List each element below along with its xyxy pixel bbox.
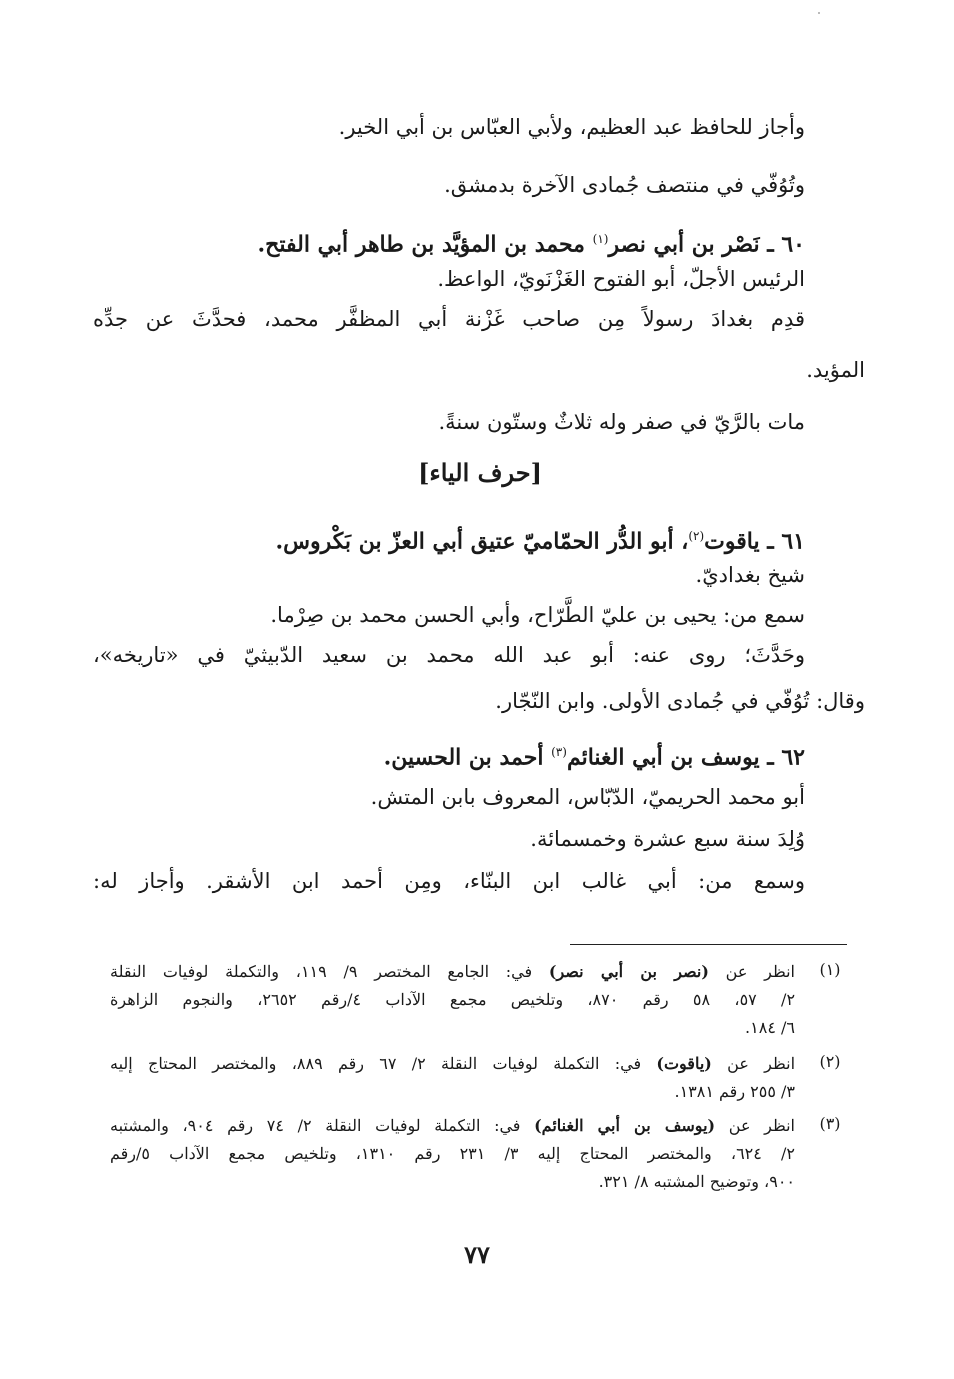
footnote-text: انظر عن (708, 962, 796, 981)
text-line: وسمع من: أبي غالب ابن البنّاء، ومِن أحمد ابن الأشقر. وأجاز له: (93, 869, 805, 893)
footnote-ref: (١) (592, 232, 609, 246)
footnote-subject: (يوسف بن أبي الغنائم) (534, 1116, 716, 1135)
entry-heading-lineage: ، أبو الدُّر الحمّاميّ عتيق أبي العزّ بن بَكْروس. (275, 528, 689, 555)
footnote-text: انظر عن (711, 1054, 796, 1073)
text-line: وقال: تُوُفّي في جُمادى الأولى. وابن النّجّار. (495, 689, 865, 713)
footnote-1 (110, 958, 850, 1048)
scan-mark (818, 12, 820, 14)
footnote-line: ٢/ ٦٢٤، والمختصر المحتاج إليه ٣/ ٢٣١ رقم ١٣١٠، وتلخيص مجمع الآداب ٥/رقم (110, 1144, 795, 1163)
entry-60-heading (257, 224, 805, 259)
footnote-line (110, 1112, 795, 1140)
footnote-divider (570, 944, 847, 945)
page-number: ٧٧ (464, 1240, 490, 1269)
footnote-number: (١) (819, 960, 841, 979)
entry-heading-lineage: أحمد بن الحسين. (383, 744, 544, 771)
text-line: وتُوُفّي في منتصف جُمادى الآخرة بدمشق. (444, 173, 805, 197)
footnote-line: ٣/ ٢٥٥ رقم ١٣٨١. (674, 1082, 795, 1101)
footnote-text: في: التكملة لوفيات النقلة ٢/ ٦٧ رقم ٨٨٩، والمختصر المحتاج إليه (110, 1054, 657, 1073)
footnote-3 (110, 1112, 850, 1202)
text-line: شيخ بغداديّ. (695, 563, 805, 587)
text-line: الرئيس الأجلّ، أبو الفتوح الغَزْنَويّ، الواعظ. (437, 267, 805, 291)
entry-62-heading (384, 737, 805, 772)
footnote-line: ٩٠٠، وتوضيح المشتبه ٨/ ٣٢١. (598, 1172, 795, 1191)
entry-heading-name: ٦٢ ـ يوسف بن أبي الغنائم (566, 744, 805, 771)
entry-heading-name: ٦١ ـ ياقوت (704, 528, 805, 555)
text-line: مات بالرَّيّ في صفر وله ثلاثٌ وستّون سنةً. (438, 410, 805, 434)
footnote-subject: (ياقوت) (656, 1054, 712, 1073)
footnote-number: (٣) (819, 1114, 841, 1133)
footnote-text: في: الجامع المختصر ٩/ ١١٩، والتكملة لوفيات النقلة (110, 962, 549, 981)
footnote-text: في: التكملة لوفيات النقلة ٢/ ٧٤ رقم ٩٠٤، والمشتبه (110, 1116, 535, 1135)
text-line: المؤيد. (806, 358, 865, 382)
text-line: وُلِدَ سنة سبع عشرة وخمسمائة. (530, 827, 805, 851)
text-line: سمع من: يحيى بن عليّ الطَّرّاح، وأبي الحسن محمد بن صِرْما. (270, 603, 805, 627)
footnote-text: انظر عن (715, 1116, 795, 1135)
text-line: وحَدَّثَ؛ روى عنه: أبو عبد الله محمد بن سعيد الدّبيثيّ في «تاريخه»، (93, 643, 805, 667)
text-line: قدِم بغدادَ رسولاً مِن صاحب غَزْنة أبي المظفَّر محمد، فحدَّثَ عن جدِّه (93, 307, 805, 331)
section-heading: [حرف الياء] (418, 458, 542, 487)
footnote-line (110, 958, 795, 986)
entry-heading-lineage: محمد بن المؤيَّد بن طاهر أبي الفتح. (257, 231, 585, 258)
footnote-line (110, 1050, 795, 1078)
footnote-ref: (٢) (688, 529, 705, 543)
entry-heading-name: ٦٠ ـ نَصْر بن أبي نصر (608, 231, 805, 258)
footnote-ref: (٣) (551, 745, 567, 759)
footnote-number: (٢) (819, 1052, 841, 1071)
entry-61-heading (276, 521, 806, 556)
text-line: أبو محمد الحريميّ، الدّبّاس، المعروف بابن المتش. (370, 785, 805, 809)
footnote-subject: (نصر بن أبي نصر) (548, 962, 709, 981)
footnote-2 (110, 1050, 850, 1110)
text-line: وأجاز للحافظ عبد العظيم، ولأبي العبّاس بن أبي الخير. (338, 115, 805, 139)
footnote-line: ٢/ ٥٧، ٥٨ رقم ٨٧٠، وتلخيص مجمع الآداب ٤/رقم ٢٦٥٢، والنجوم الزاهرة (110, 990, 796, 1009)
footnote-line: ٦/ ١٨٤. (745, 1018, 795, 1037)
